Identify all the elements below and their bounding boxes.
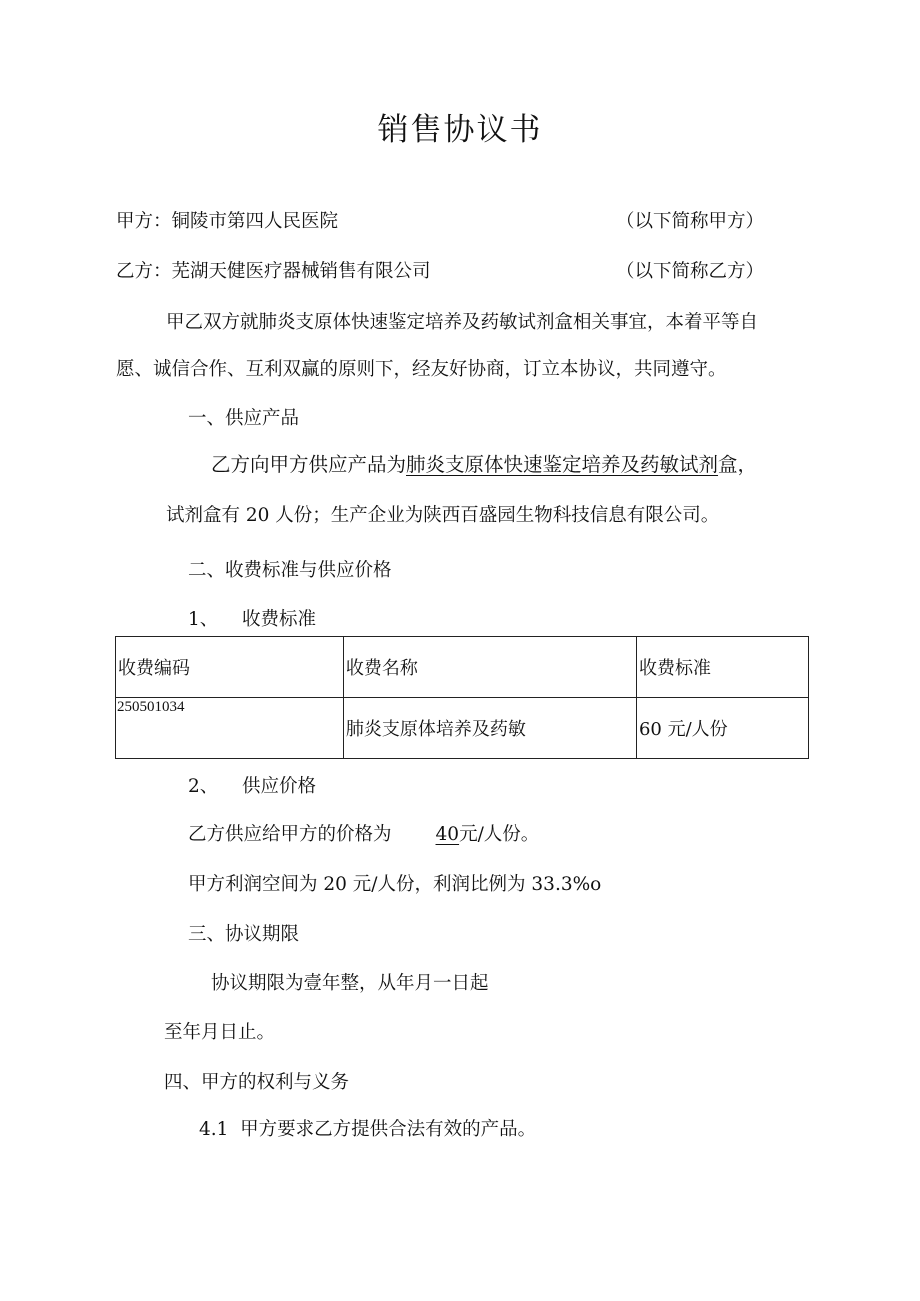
header-fee-name: 收费名称 [343, 637, 636, 698]
intro-line-1: 甲乙双方就肺炎支原体快速鉴定培养及药敏试剂盒相关事宜，本着平等自 [166, 312, 759, 333]
price-value: 40 [435, 824, 460, 845]
header-fee-code: 收费编码 [116, 637, 344, 698]
document-title: 销售协议书 [377, 112, 543, 148]
intro-line-2: 愿、诚信合作、互利双赢的原则下，经友好协商，订立本协议，共同遵守。 [116, 359, 727, 380]
price-prefix: 乙方供应给甲方的价格为 [188, 824, 392, 845]
subsection-2-number: 2、 [188, 776, 219, 797]
term-line-2: 至年月日止。 [164, 1022, 276, 1043]
party-a-line [116, 207, 338, 233]
party-b-label: 乙方： [116, 261, 172, 282]
section-4-heading: 四、甲方的权利与义务 [164, 1072, 350, 1093]
term-line-1: 协议期限为壹年整，从年月一日起 [211, 973, 489, 994]
price-line [188, 820, 539, 846]
table-header-row [116, 637, 809, 698]
supply-suffix: 盒， [718, 453, 758, 476]
section-1-line-1 [211, 449, 757, 477]
price-suffix: 元/人份。 [459, 824, 540, 845]
fee-table [115, 636, 809, 759]
header-fee-standard: 收费标准 [636, 637, 808, 698]
cell-fee-price: 60 元/人份 [636, 698, 808, 759]
party-a-name: 铜陵市第四人民医院 [171, 211, 339, 232]
profit-line: 甲方利润空间为 20 元/人份，利润比例为 33.3%o [188, 874, 602, 895]
section-1-heading: 一、供应产品 [188, 408, 300, 429]
party-b-line [116, 257, 431, 283]
table-row [116, 698, 809, 759]
party-a-note: （以下简称甲方） [616, 211, 765, 232]
party-b-note: （以下简称乙方） [616, 261, 765, 282]
subsection-1-label: 收费标准 [242, 609, 317, 630]
product-name: 肺炎支原体快速鉴定培养及药敏试剂 [406, 453, 719, 476]
supply-prefix: 乙方向甲方供应产品为 [211, 453, 407, 476]
section-2-heading: 二、收费标准与供应价格 [188, 560, 392, 581]
subsection-1-number: 1、 [188, 609, 219, 630]
party-b-name: 芜湖天健医疗器械销售有限公司 [171, 261, 431, 282]
section-3-heading: 三、协议期限 [188, 924, 300, 945]
item-4-1: 4.1 甲方要求乙方提供合法有效的产品。 [199, 1119, 537, 1140]
cell-fee-code: 250501034 [116, 698, 344, 759]
section-1-line-2: 试剂盒有 20 人份；生产企业为陕西百盛园生物科技信息有限公司。 [166, 505, 720, 526]
cell-fee-name: 肺炎支原体培养及药敏 [343, 698, 636, 759]
party-a-label: 甲方： [116, 211, 172, 232]
subsection-2-label: 供应价格 [242, 776, 317, 797]
